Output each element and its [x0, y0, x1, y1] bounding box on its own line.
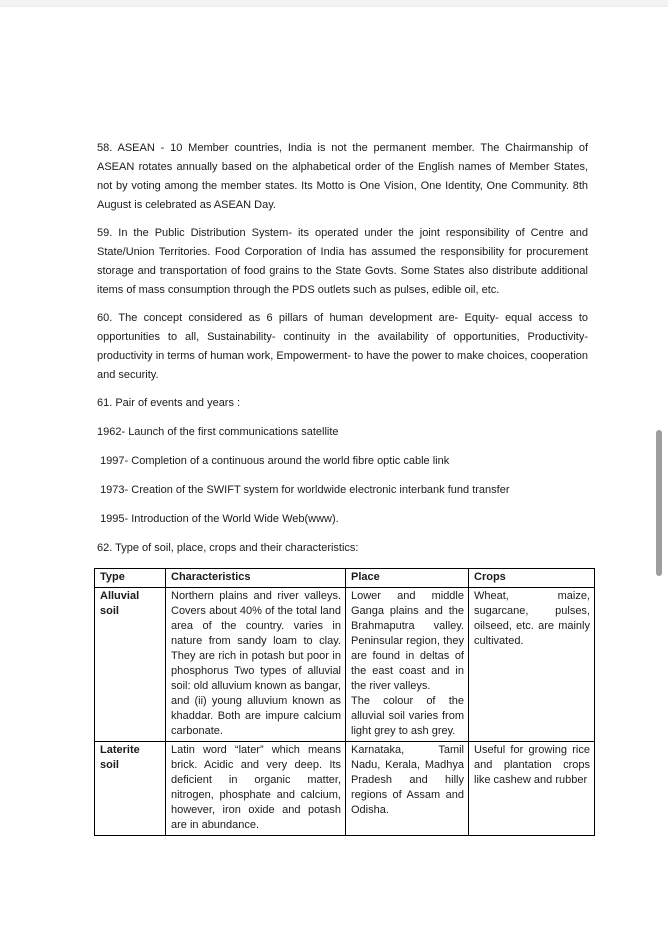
table-header-row — [95, 569, 595, 588]
top-gray-strip — [0, 0, 668, 7]
column-header-place: Place — [346, 569, 469, 588]
event-line-1962: 1962- Launch of the first communications satellite — [97, 426, 339, 438]
event-line-1995: 1995- Introduction of the World Wide Web(www). — [97, 513, 339, 525]
document-content — [97, 139, 588, 836]
cell-place-alluvial — [346, 588, 469, 742]
document-page — [0, 7, 654, 943]
scrollbar-track[interactable] — [654, 8, 668, 943]
event-line-1973: 1973- Creation of the SWIFT system for worldwide electronic interbank fund transfer — [97, 484, 510, 496]
scrollbar-thumb[interactable] — [656, 430, 662, 576]
event-line-1997: 1997- Completion of a continuous around the world fibre optic cable link — [97, 455, 450, 467]
column-header-crops: Crops — [469, 569, 595, 588]
paragraph-59: 59. In the Public Distribution System- its operated under the joint responsibility of Centre and State/Union Territories. Food Corporation of India has assumed the responsibility for procurement storage and transportation of food grains to the State Govts. Some States also distribute additional items of mass consumption through the PDS outlets such as pulses, edible oil, etc. — [97, 227, 588, 296]
paragraph-61-heading: 61. Pair of events and years : — [97, 397, 241, 409]
cell-characteristics-laterite: Latin word “later” which means brick. Acidic and very deep. Its deficient in organic matter, nitrogen, phosphate and calcium, however, iron oxide and potash are in abundance. — [166, 742, 346, 836]
column-header-type: Type — [95, 569, 166, 588]
cell-place-laterite-para-1: Karnataka, Tamil Nadu, Kerala, Madhya Pradesh and hilly regions of Assam and Odisha. — [351, 744, 464, 816]
paragraph-60: 60. The concept considered as 6 pillars of human development are- Equity- equal access to opportunities to all, Sustainability- continuity in the availability of opportunities, Productivity- productivity in terms of human work, Empowerment- to have the power to make choices, cooperation and security. — [97, 312, 588, 381]
table-row-laterite — [95, 742, 595, 836]
cell-crops-laterite: Useful for growing rice and plantation crops like cashew and rubber — [469, 742, 595, 836]
cell-place-alluvial-para-2: The colour of the alluvial soil varies from light grey to ash grey. — [351, 695, 464, 737]
cell-place-laterite — [346, 742, 469, 836]
soil-types-table — [94, 568, 595, 836]
cell-crops-alluvial: Wheat, maize, sugarcane, pulses, oilseed, etc. are mainly cultivated. — [469, 588, 595, 742]
cell-characteristics-alluvial: Northern plains and river valleys. Covers about 40% of the total land area of the country. varies in nature from sandy loam to clay. They are rich in potash but poor in phosphorus Two types of alluvial soil: old alluvium known as bangar, and (ii) young alluvium known as khaddar. Both are impure calcium carbonate. — [166, 588, 346, 742]
cell-type-laterite: Laterite soil — [95, 742, 166, 836]
column-header-characteristics: Characteristics — [166, 569, 346, 588]
paragraph-62-heading: 62. Type of soil, place, crops and their characteristics: — [97, 542, 359, 554]
table-row-alluvial — [95, 588, 595, 742]
paragraph-58: 58. ASEAN - 10 Member countries, India is not the permanent member. The Chairmanship of ASEAN rotates annually based on the alphabetical order of the English names of Member States, not by voting among the member states. Its Motto is One Vision, One Identity, One Community. 8th August is celebrated as ASEAN Day. — [97, 142, 588, 211]
cell-place-alluvial-para-1: Lower and middle Ganga plains and the Brahmaputra valley. Peninsular region, they are found in deltas of the east coast and in the river valleys. — [351, 590, 464, 692]
cell-type-alluvial: Alluvial soil — [95, 588, 166, 742]
